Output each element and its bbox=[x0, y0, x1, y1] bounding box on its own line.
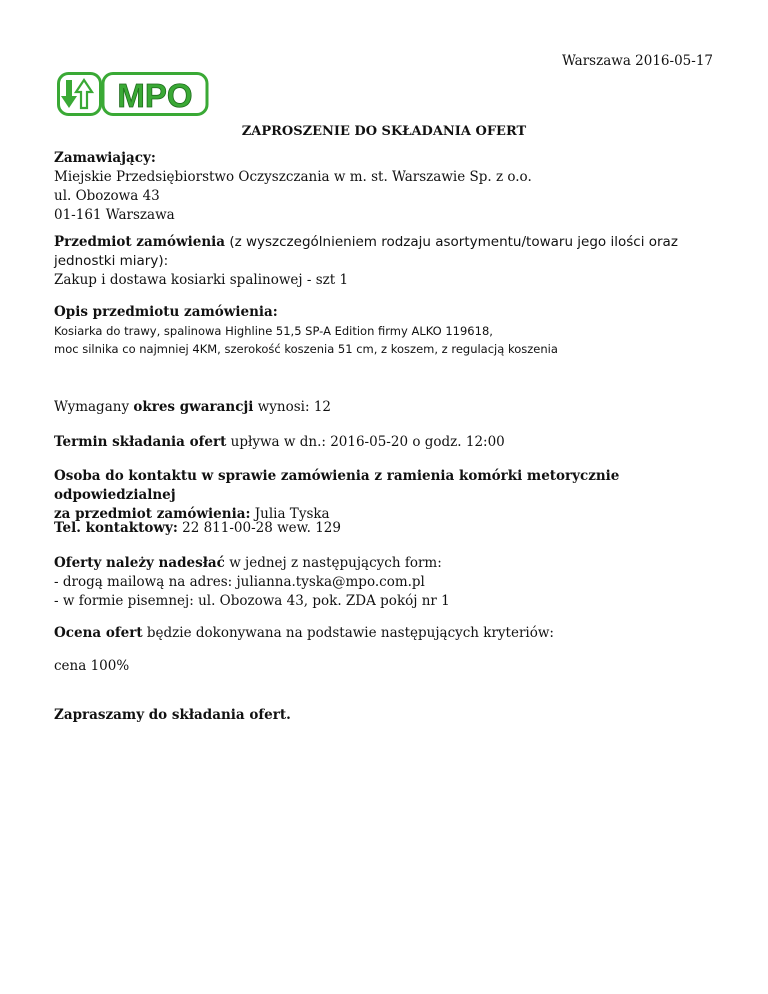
ordering-party-label: Zamawiający: bbox=[54, 150, 156, 166]
document-title: ZAPROSZENIE DO SKŁADANIA OFERT bbox=[241, 124, 527, 139]
section-phone bbox=[54, 519, 720, 538]
subject-note: (z wyszczególnieniem rodzaju asortymentu/towaru jego ilości oraz bbox=[225, 234, 678, 250]
deadline-value: upływa w dn.: 2016-05-20 o godz. 12:00 bbox=[226, 434, 505, 450]
offers-form-line: - drogą mailową na adres: julianna.tyska@mpo.com.pl bbox=[54, 574, 425, 590]
warranty-label: okres gwarancji bbox=[133, 399, 254, 415]
phone-value: 22 811-00-28 wew. 129 bbox=[177, 520, 341, 536]
section-warranty bbox=[54, 398, 720, 417]
contact-name: Julia Tyska bbox=[250, 506, 330, 522]
closing-text: Zapraszamy do składania ofert. bbox=[54, 707, 291, 723]
warranty-value: wynosi: 12 bbox=[253, 399, 331, 415]
description-label: Opis przedmiotu zamówienia: bbox=[54, 304, 278, 320]
ordering-party-line: 01-161 Warszawa bbox=[54, 207, 175, 223]
contact-label-cont: za przedmiot zamówienia: bbox=[54, 506, 251, 522]
section-contact bbox=[54, 467, 734, 524]
section-deadline bbox=[54, 433, 720, 452]
phone-label: Tel. kontaktowy: bbox=[54, 520, 178, 536]
evaluation-text: będzie dokonywana na podstawie następujących kryteriów: bbox=[142, 625, 554, 641]
section-ordering-party bbox=[54, 149, 720, 225]
subject-note-cont: jednostki miary): bbox=[54, 253, 169, 269]
contact-label: Osoba do kontaktu w sprawie zamówienia z ramienia komórki metorycznie odpowiedzialnej bbox=[54, 468, 620, 503]
mpo-logo bbox=[57, 72, 209, 116]
section-offers bbox=[54, 554, 720, 611]
description-line: moc silnika co najmniej 4KM, szerokość koszenia 51 cm, z koszem, z regulacją koszenia bbox=[54, 342, 558, 356]
description-line: Kosiarka do trawy, spalinowa Highline 51,5 SP-A Edition firmy ALKO 119618, bbox=[54, 324, 493, 338]
offers-label: Oferty należy nadesłać bbox=[54, 555, 225, 571]
section-evaluation bbox=[54, 624, 720, 643]
ordering-party-line: Miejskie Przedsiębiorstwo Oczyszczania w m. st. Warszawie Sp. z o.o. bbox=[54, 169, 532, 185]
logo-text: MPO bbox=[117, 77, 193, 114]
offers-form-line: - w formie pisemnej: ul. Obozowa 43, pok. ZDA pokój nr 1 bbox=[54, 593, 450, 609]
evaluation-criteria: cena 100% bbox=[54, 658, 130, 674]
evaluation-label: Ocena ofert bbox=[54, 625, 143, 641]
section-description bbox=[54, 303, 720, 358]
subject-value: Zakup i dostawa kosiarki spalinowej - szt 1 bbox=[54, 272, 349, 288]
ordering-party-line: ul. Obozowa 43 bbox=[54, 188, 160, 204]
subject-label: Przedmiot zamówienia bbox=[54, 234, 226, 250]
section-subject bbox=[54, 233, 720, 290]
offers-text: w jednej z następujących form: bbox=[224, 555, 442, 571]
document-date: Warszawa 2016-05-17 bbox=[561, 53, 713, 69]
deadline-label: Termin składania ofert bbox=[54, 434, 227, 450]
warranty-prefix: Wymagany bbox=[54, 399, 134, 415]
